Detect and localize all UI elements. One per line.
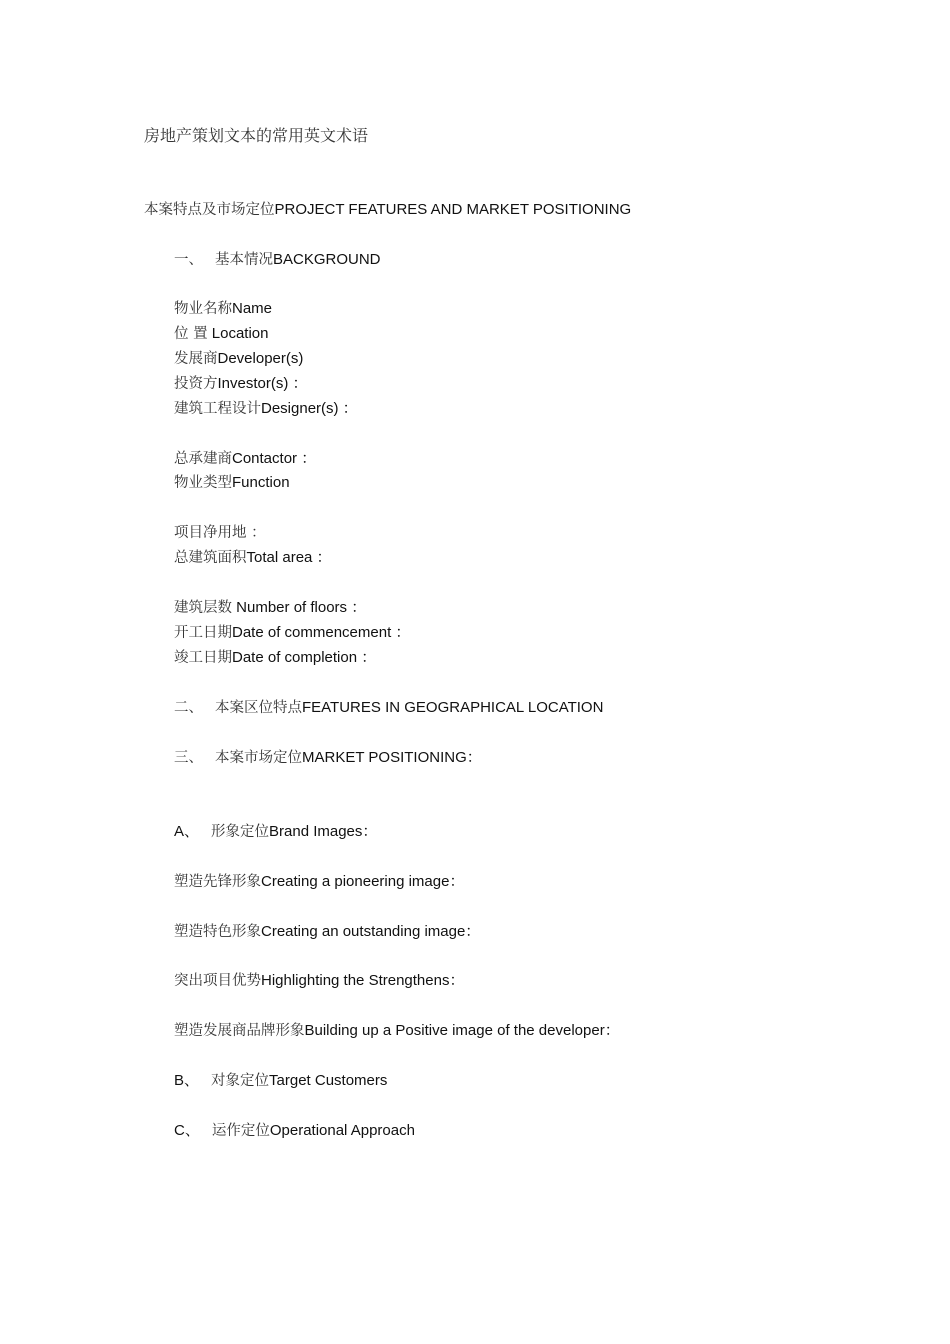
item-designer: 建筑工程设计Designer(s) ： bbox=[174, 400, 358, 417]
item-outstanding-image: 塑造特色形象Creating an outstanding image： bbox=[174, 923, 481, 940]
subsection-b-heading: B、 对象定位Target Customers bbox=[174, 1072, 388, 1089]
part2-heading: 二、 本案区位特点FEATURES IN GEOGRAPHICAL LOCATION bbox=[174, 699, 604, 716]
item-pioneering-image: 塑造先锋形象Creating a pioneering image： bbox=[174, 873, 465, 890]
document-title: 房地产策划文本的常用英文术语 bbox=[144, 126, 369, 145]
item-commencement: 开工日期Date of commencement ： bbox=[174, 624, 411, 641]
item-contactor: 总承建商Contactor ： bbox=[174, 450, 317, 467]
subsection-c-heading: C、 运作定位Operational Approach bbox=[174, 1122, 415, 1139]
item-strengths: 突出项目优势Highlighting the Strengthens： bbox=[174, 972, 465, 989]
part3-heading: 三、 本案市场定位MARKET POSITIONING： bbox=[174, 749, 482, 766]
item-developer: 发展商Developer(s) bbox=[174, 350, 304, 367]
section-heading: 本案特点及市场定位PROJECT FEATURES AND MARKET POSITIONING bbox=[144, 201, 632, 218]
item-name: 物业名称Name bbox=[174, 300, 273, 317]
item-net-land: 项目净用地 ： bbox=[174, 525, 266, 541]
item-floors: 建筑层数 Number of floors ： bbox=[174, 599, 367, 616]
item-function: 物业类型Function bbox=[174, 474, 290, 491]
subsection-a-heading: A、 形象定位Brand Images： bbox=[174, 823, 378, 840]
item-completion: 竣工日期Date of completion ： bbox=[174, 649, 377, 666]
item-total-area: 总建筑面积Total area ： bbox=[174, 549, 332, 566]
part1-heading: 一、 基本情况BACKGROUND bbox=[174, 251, 381, 268]
item-developer-image: 塑造发展商品牌形象Building up a Positive image of the developer： bbox=[174, 1022, 620, 1039]
item-location: 位 置 Location bbox=[174, 325, 269, 342]
item-investor: 投资方Investor(s) ： bbox=[174, 375, 308, 392]
